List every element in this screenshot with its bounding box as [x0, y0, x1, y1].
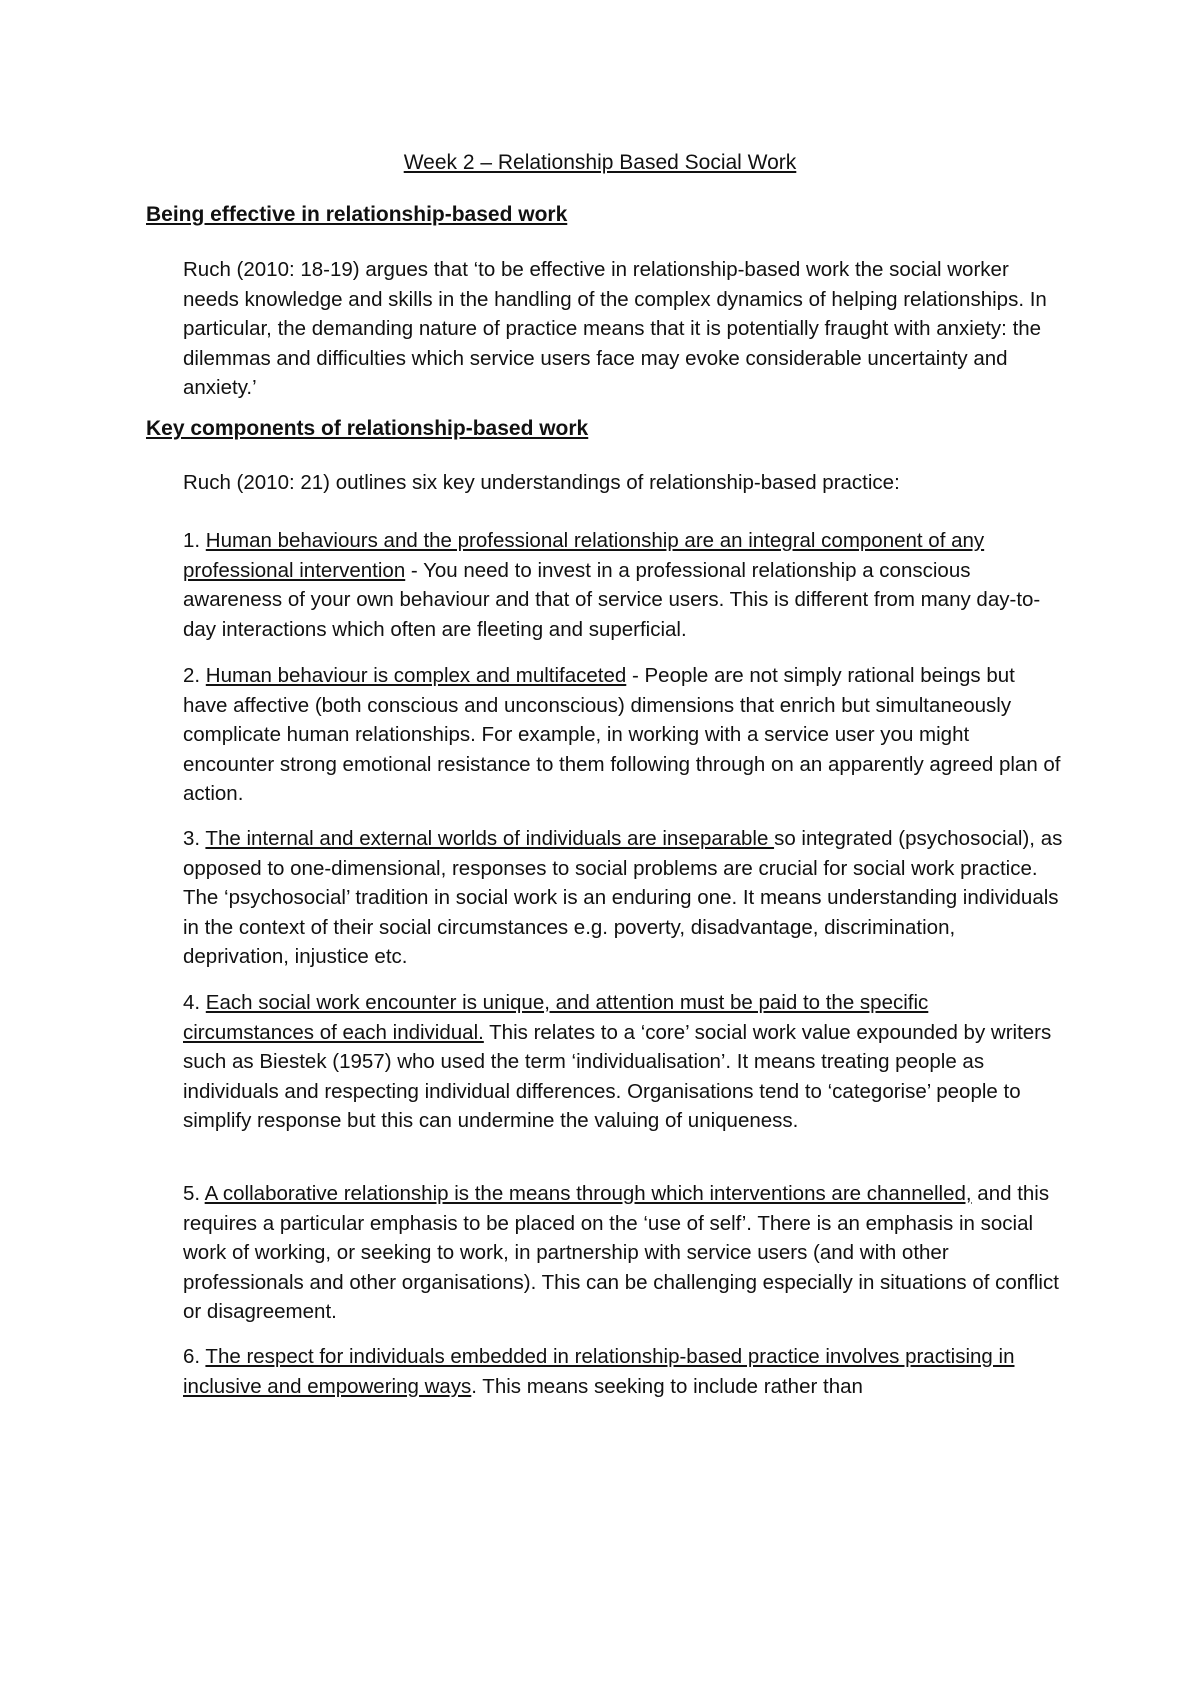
item-key-point: The respect for individuals embedded in relationship-based practice involves practising in inclusive and empowering ways — [183, 1345, 1015, 1398]
item-key-point: A collaborative relationship is the means through which interventions are channelled, — [204, 1182, 972, 1205]
page-title: Week 2 – Relationship Based Social Work — [403, 151, 797, 174]
item-text: - You need to invest in a professional relationship a conscious awareness of your own behaviour and that of service users. This is different from many day-to-day interactions which often are fleeting and superficial. — [183, 558, 1041, 641]
item-number: 5. — [183, 1182, 205, 1205]
item-key-point: Each social work encounter is unique, and attention must be paid to the specific circumstances of each individual. — [183, 991, 929, 1044]
list-item-2 — [183, 661, 1063, 809]
item-number: 3. — [183, 827, 206, 850]
item-text: This relates to a ‘core’ social work value expounded by writers such as Biestek (1957) who used the term ‘individualisation’. It means treating people as individuals and respecting individual differences. Organisations tend to ‘categorise’ people to simplify response but this can undermine the valuing of uniqueness. — [183, 1020, 1052, 1132]
item-number: 2. — [183, 664, 206, 687]
list-item-5 — [183, 1179, 1063, 1327]
paragraph-intro: Ruch (2010: 21) outlines six key understandings of relationship-based practice: — [183, 471, 900, 494]
item-number: 6. — [183, 1345, 206, 1368]
list-item-1 — [183, 526, 1063, 644]
section-heading-effective: Being effective in relationship-based work — [146, 203, 568, 226]
section-heading-key-components: Key components of relationship-based work — [146, 417, 589, 440]
item-key-point: Human behaviours and the professional relationship are an integral component of any professional intervention — [183, 529, 985, 582]
item-key-point: The internal and external worlds of individuals are inseparable — [205, 827, 775, 850]
item-text: - People are not simply rational beings but have affective (both conscious and unconscious) dimensions that enrich but simultaneously complicate human relationships. For example, in working with a service user you might encounter strong emotional resistance to them following through on an apparently agreed plan of action. — [183, 664, 1061, 805]
item-key-point: Human behaviour is complex and multifaceted — [205, 664, 627, 687]
item-number: 4. — [183, 991, 206, 1014]
item-number: 1. — [183, 529, 206, 552]
paragraph-ruch-quote: Ruch (2010: 18-19) argues that ‘to be effective in relationship-based work the social worker needs knowledge and skills in the handling of the complex dynamics of helping relationships. In particular, the demanding nature of practice means that it is potentially fraught with anxiety: the dilemmas and difficulties which service users face may evoke considerable uncertainty and anxiety.’ — [183, 258, 1047, 399]
list-item-4 — [183, 988, 1063, 1136]
list-item-6 — [183, 1342, 1063, 1401]
item-text: . This means seeking to include rather than — [471, 1374, 863, 1398]
item-text: and this requires a particular emphasis to be placed on the ‘use of self’. There is an emphasis in social work of working, or seeking to work, in partnership with service users (and with other professionals and other organisations). This can be challenging especially in situations of conflict or disagreement. — [183, 1182, 1059, 1323]
item-text: so integrated (psychosocial), as opposed to one-dimensional, responses to social problems are crucial for social work practice. The ‘psychosocial’ tradition in social work is an enduring one. It means understanding individuals in the context of their social circumstances e.g. poverty, disadvantage, discrimination, deprivation, injustice etc. — [183, 827, 1063, 968]
list-item-3 — [183, 824, 1063, 972]
